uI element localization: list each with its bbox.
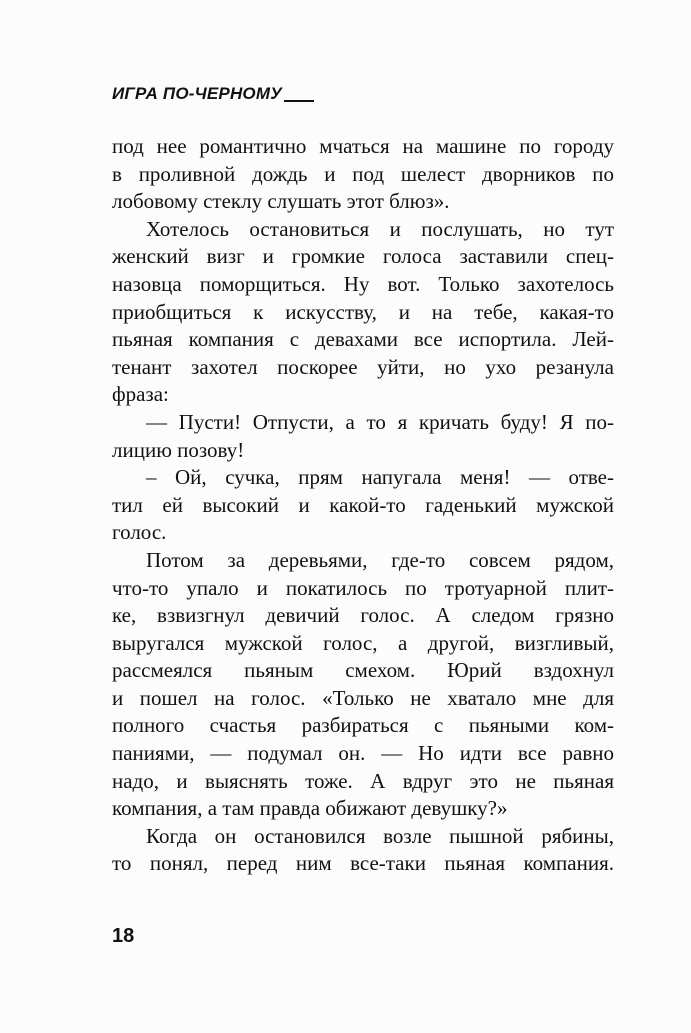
text-line: рассмеялся пьяным смехом. Юрий вздохнул: [112, 658, 614, 683]
text-line: голос.: [112, 520, 167, 545]
text-line: – Ой, сучка, прям напугала меня! — отве-: [146, 465, 614, 490]
text-line: в проливной дождь и под шелест дворников по: [112, 161, 614, 186]
text-line: лобовому стеклу слушать этот блюз».: [112, 189, 450, 214]
text-line: надо, и выяснять тоже. А вдруг это не пьяная: [112, 768, 614, 793]
text-line: Потом за деревьями, где-то совсем рядом,: [146, 547, 614, 572]
text-line: что-то упало и покатилось по тротуарной плит-: [112, 575, 614, 600]
text-line: то понял, перед ним все-таки пьяная компания.: [112, 851, 614, 876]
running-head-rule: [284, 100, 314, 102]
text-line: тил ей высокий и какой-то гаденький мужской: [112, 492, 614, 517]
text-line: Хотелось остановиться и послушать, но тут: [146, 216, 614, 241]
text-line: фраза:: [112, 382, 169, 407]
text-line: лицию позову!: [112, 437, 245, 462]
running-head-title: ИГРА ПО-ЧЕРНОМУ: [112, 84, 282, 103]
text-line: полного счастья разбираться с пьяными ком-: [112, 713, 614, 738]
body-text: [112, 133, 614, 878]
text-line: — Пусти! Отпусти, а то я кричать буду! Я по-: [146, 409, 614, 434]
text-line: паниями, — подумал он. — Но идти все равно: [112, 741, 614, 766]
text-line: и пошел на голос. «Только не хватало мне для: [112, 685, 614, 710]
text-line: женский визг и громкие голоса заставили спец-: [112, 244, 614, 269]
text-line: компания, а там правда обижают девушку?»: [112, 796, 508, 821]
text-line: пьяная компания с девахами все испортила. Лей-: [112, 327, 614, 352]
text-line: тенант захотел поскорее уйти, но ухо резанула: [112, 354, 614, 379]
text-line: выругался мужской голос, а другой, визгливый,: [112, 630, 614, 655]
text-line: ке, взвизгнул девичий голос. А следом грязно: [112, 603, 614, 628]
text-line: назовца поморщиться. Ну вот. Только захотелось: [112, 271, 614, 296]
text-line: под нее романтично мчаться на машине по городу: [112, 134, 614, 158]
text-line: Когда он остановился возле пышной рябины,: [146, 823, 614, 848]
page-number: 18: [112, 925, 135, 947]
text-line: приобщиться к искусству, и на тебе, какая-то: [112, 299, 614, 324]
